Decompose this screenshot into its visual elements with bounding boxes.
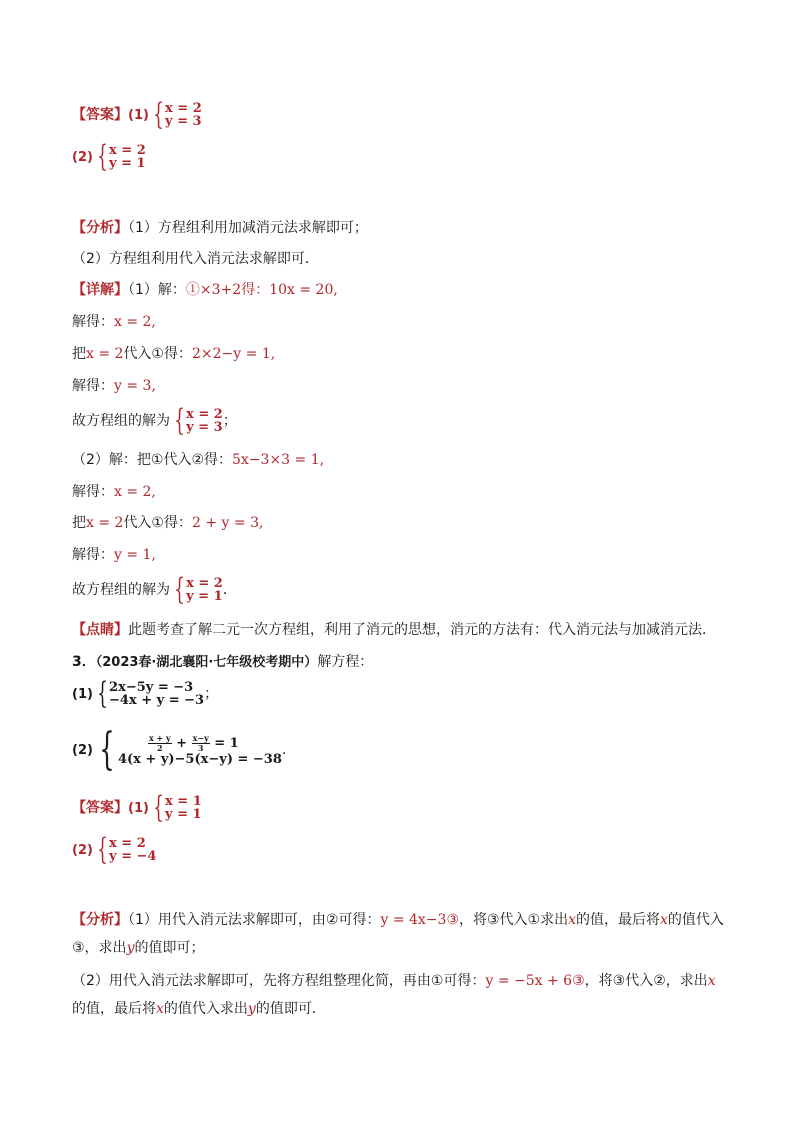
equation: x = 2 [186,407,223,422]
equation-system [93,676,205,711]
analysis-text: 的值，最后将 [72,1001,156,1017]
analysis-text: 的值，最后将 [576,912,661,928]
math-expression: 2×2−y = 1, [192,346,276,362]
equation-system [149,97,202,132]
part-label: (2) [72,843,93,858]
question-source: （2023春·湖北襄阳·七年级校考期中） [95,655,318,670]
analysis-text: 的值即可； [134,940,205,956]
math-variable: y [126,940,135,956]
detail-line-8 [72,513,263,533]
left-brace: { [153,97,164,132]
math-variable: x [707,973,716,989]
analysis-1-line2 [72,249,319,269]
detail-line-1 [72,280,338,300]
comment-tag: 【点睛】 [72,622,128,638]
math-expression: x = 2, [114,314,156,330]
comment-line [72,620,716,640]
detail-text: 故方程组的解为 [72,582,170,598]
fraction-denominator: 3 [197,743,204,753]
part-label: (2) [72,150,93,165]
left-brace: { [99,724,115,775]
equation: y = 1 [165,807,202,822]
punctuation: ； [222,413,237,429]
fraction-numerator: x−y [192,733,209,743]
answer-3-part1 [72,790,202,825]
equation: x = 2 [186,576,223,591]
math-expression: x = 2 [86,346,124,362]
part-label: (2) [72,743,93,758]
detail-line-4 [72,376,156,396]
part-label: (1) [128,108,149,123]
equation-system [170,403,223,438]
equation: −4x + y = −3 [109,693,205,708]
question-3-part2 [72,724,287,775]
detail-text: 解得： [72,547,114,563]
analysis-3-part2 [72,967,724,1023]
equation: y = 3 [165,114,202,129]
punctuation: ． [222,582,237,598]
math-expression: y = 1, [114,547,156,563]
detail-tag: 【详解】 [72,282,128,298]
fraction-denominator: 2 [157,743,163,753]
operator: + [176,736,188,751]
answer-3-part2 [72,832,157,867]
detail-text: 把 [72,515,86,531]
math-expression: y = 3, [114,378,156,394]
detail-text: 把 [72,346,86,362]
question-3-header [72,652,373,673]
math-variable: x [568,912,577,928]
left-brace: { [97,676,108,711]
equation-system [93,832,157,867]
detail-line-5 [72,403,237,438]
fraction [192,734,210,753]
math-expression: y = −5x + 6③ [485,973,585,989]
left-brace: { [174,572,185,607]
analysis-1-line1 [72,218,368,238]
answer-tag: 【答案】 [72,107,128,123]
part-label: (1) [128,801,149,816]
analysis-text: 的值代入③，求出 [72,912,724,956]
equation: y = 3 [186,420,223,435]
equation: x = 2 [109,143,146,158]
math-expression: x = 2, [114,484,156,500]
part-label: (1) [72,687,93,702]
math-expression: 2 + y = 3, [192,515,264,531]
answer-1-part1 [72,97,202,132]
equation-system [93,724,282,775]
answer-tag: 【答案】 [72,800,128,816]
question-3-part1 [72,676,219,711]
math-expression: x = 2 [86,515,124,531]
analysis-text: ，将③代入①求出 [459,912,569,928]
detail-text: （1）解： [128,282,186,298]
equation-system [170,572,223,607]
detail-text: 解得： [72,314,114,330]
analysis-3-part1 [72,906,724,962]
detail-text: 代入①得： [123,346,192,362]
detail-text: 解得： [72,378,114,394]
left-brace: { [97,832,108,867]
math-variable: y [247,1001,256,1017]
equation-rhs: = 1 [214,736,239,751]
equation: 2x−5y = −3 [109,680,194,695]
math-expression: y = 4x−3③ [380,912,459,928]
analysis-text: 的值代入求出 [163,1001,248,1017]
equation: y = 1 [186,589,223,604]
equation: y = −4 [109,849,157,864]
question-text: 解方程： [317,654,374,670]
analysis-text: （2）用代入消元法求解即可，先将方程组整理化简，再由①可得： [72,973,486,989]
detail-text: 故方程组的解为 [72,413,170,429]
answer-1-part2 [72,139,146,174]
detail-line-2 [72,312,156,332]
equation [118,734,282,753]
equation: 4(x + y)−5(x−y) = −38 [117,752,282,767]
left-brace: { [174,403,185,438]
comment-text: 此题考查了解二元一次方程组，利用了消元的思想，消元的方法有：代入消元法与加减消元法． [128,622,716,638]
punctuation: . [281,742,287,758]
math-expression: 5x−3×3 = 1, [232,452,325,468]
detail-text: 代入①得： [123,515,192,531]
detail-text: 解得： [72,484,114,500]
question-number: 3． [72,654,96,670]
equation-system [93,139,146,174]
equation: x = 1 [165,794,202,809]
detail-text: （2）解：把①代入②得： [72,452,233,468]
fraction-numerator: x + y [148,733,171,743]
detail-line-3 [72,344,275,364]
math-variable: x [660,912,668,928]
analysis-text: ，将③代入②，求出 [584,973,708,989]
equation: x = 2 [165,101,202,116]
analysis-text: （1）方程组利用加减消元法求解即可； [128,220,368,236]
detail-line-10 [72,572,237,607]
equation: x = 2 [109,836,146,851]
analysis-text: （1）用代入消元法求解即可，由②可得： [128,912,381,928]
detail-line-7 [72,482,156,502]
fraction [148,734,172,753]
detail-line-9 [72,545,156,565]
math-expression: ①×3+2得：10x = 20, [185,282,338,298]
detail-line-6 [72,450,324,470]
analysis-text: 的值即可． [255,1001,326,1017]
left-brace: { [97,139,108,174]
analysis-tag: 【分析】 [72,220,128,236]
math-variable: x [156,1001,164,1017]
equation: y = 1 [109,156,146,171]
left-brace: { [153,790,164,825]
analysis-text: （2）方程组利用代入消元法求解即可． [72,251,319,267]
analysis-tag: 【分析】 [72,912,128,928]
equation-system [149,790,202,825]
punctuation: ； [204,686,219,702]
